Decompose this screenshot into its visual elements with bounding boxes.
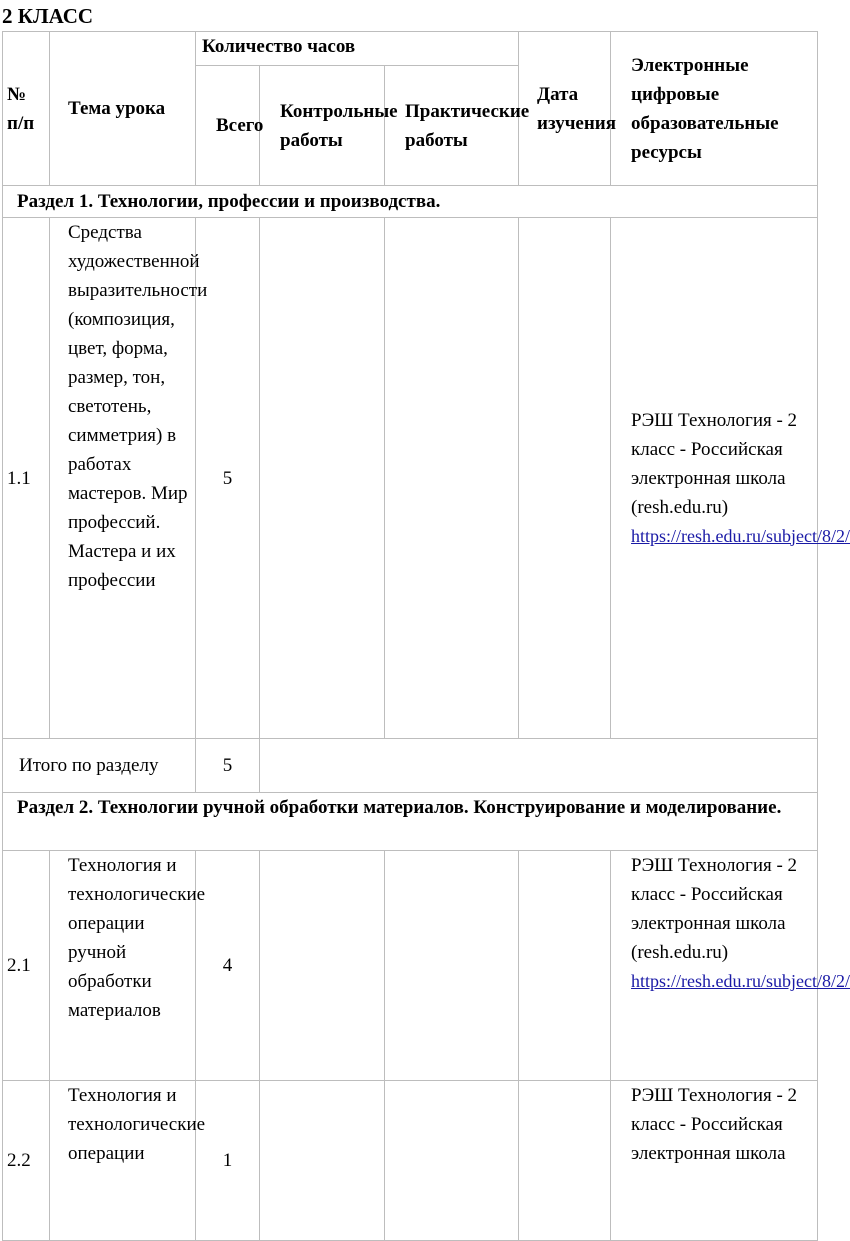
section-1-title: Раздел 1. Технологии, профессии и производства. [3, 186, 818, 218]
header-control: Контрольные работы [260, 66, 385, 186]
table-row [3, 218, 818, 739]
row-date [519, 1081, 611, 1241]
subtotal-row [3, 739, 818, 793]
subtotal-value: 5 [196, 739, 260, 793]
section-row [3, 793, 818, 851]
row-practical [385, 851, 519, 1081]
table-row [3, 851, 818, 1081]
row-num: 2.2 [3, 1081, 50, 1241]
subtotal-label: Итого по разделу [3, 739, 196, 793]
row-resource [611, 1081, 818, 1241]
section-2-title: Раздел 2. Технологии ручной обработки материалов. Конструирование и моделирование. [3, 793, 818, 851]
row-total: 1 [196, 1081, 260, 1241]
row-control [260, 1081, 385, 1241]
row-topic: Технология и технологические операции ручной обработки материалов [50, 851, 196, 1081]
curriculum-table [2, 31, 850, 1241]
header-date: Дата изучения [519, 32, 611, 186]
table-row [3, 1081, 818, 1241]
header-num: № п/п [3, 32, 50, 186]
row-resource [611, 218, 850, 739]
header-practical: Практические работы [385, 66, 519, 186]
resource-text: РЭШ Технология - 2 класс - Российская электронная школа (resh.edu.ru) [631, 409, 798, 518]
resource-link[interactable]: https://resh.edu.ru/subject/8/2/ [631, 525, 850, 546]
row-topic: Средства художественной выразительности (композиция, цвет, форма, размер, тон, светотень, симметрия) в работах мастеров. Мир профессий. Мастера и их профессии [50, 218, 196, 739]
page-title: 2 КЛАСС [2, 4, 94, 28]
row-date [519, 218, 611, 739]
header-total: Всего [196, 66, 260, 186]
subtotal-empty [260, 739, 818, 793]
row-date [519, 851, 611, 1081]
row-resource [611, 851, 850, 1081]
resource-link[interactable]: https://resh.edu.ru/subject/8/2/ [631, 971, 850, 991]
row-total: 5 [196, 218, 260, 739]
row-topic: Технология и технологические операции [50, 1081, 196, 1241]
row-total: 4 [196, 851, 260, 1081]
row-control [260, 851, 385, 1081]
row-control [260, 218, 385, 739]
header-hours: Количество часов [196, 32, 519, 66]
resource-text: РЭШ Технология - 2 класс - Российская электронная школа (resh.edu.ru) [631, 855, 798, 963]
header-topic: Тема урока [50, 32, 196, 186]
row-practical [385, 218, 519, 739]
section-row [3, 186, 818, 218]
row-num: 2.1 [3, 851, 50, 1081]
resource-text: РЭШ Технология - 2 класс - Российская электронная школа [631, 1085, 798, 1164]
row-practical [385, 1081, 519, 1241]
header-row-1 [3, 32, 818, 66]
row-num: 1.1 [3, 218, 50, 739]
header-resources: Электронные цифровые образовательные ресурсы [611, 32, 818, 186]
